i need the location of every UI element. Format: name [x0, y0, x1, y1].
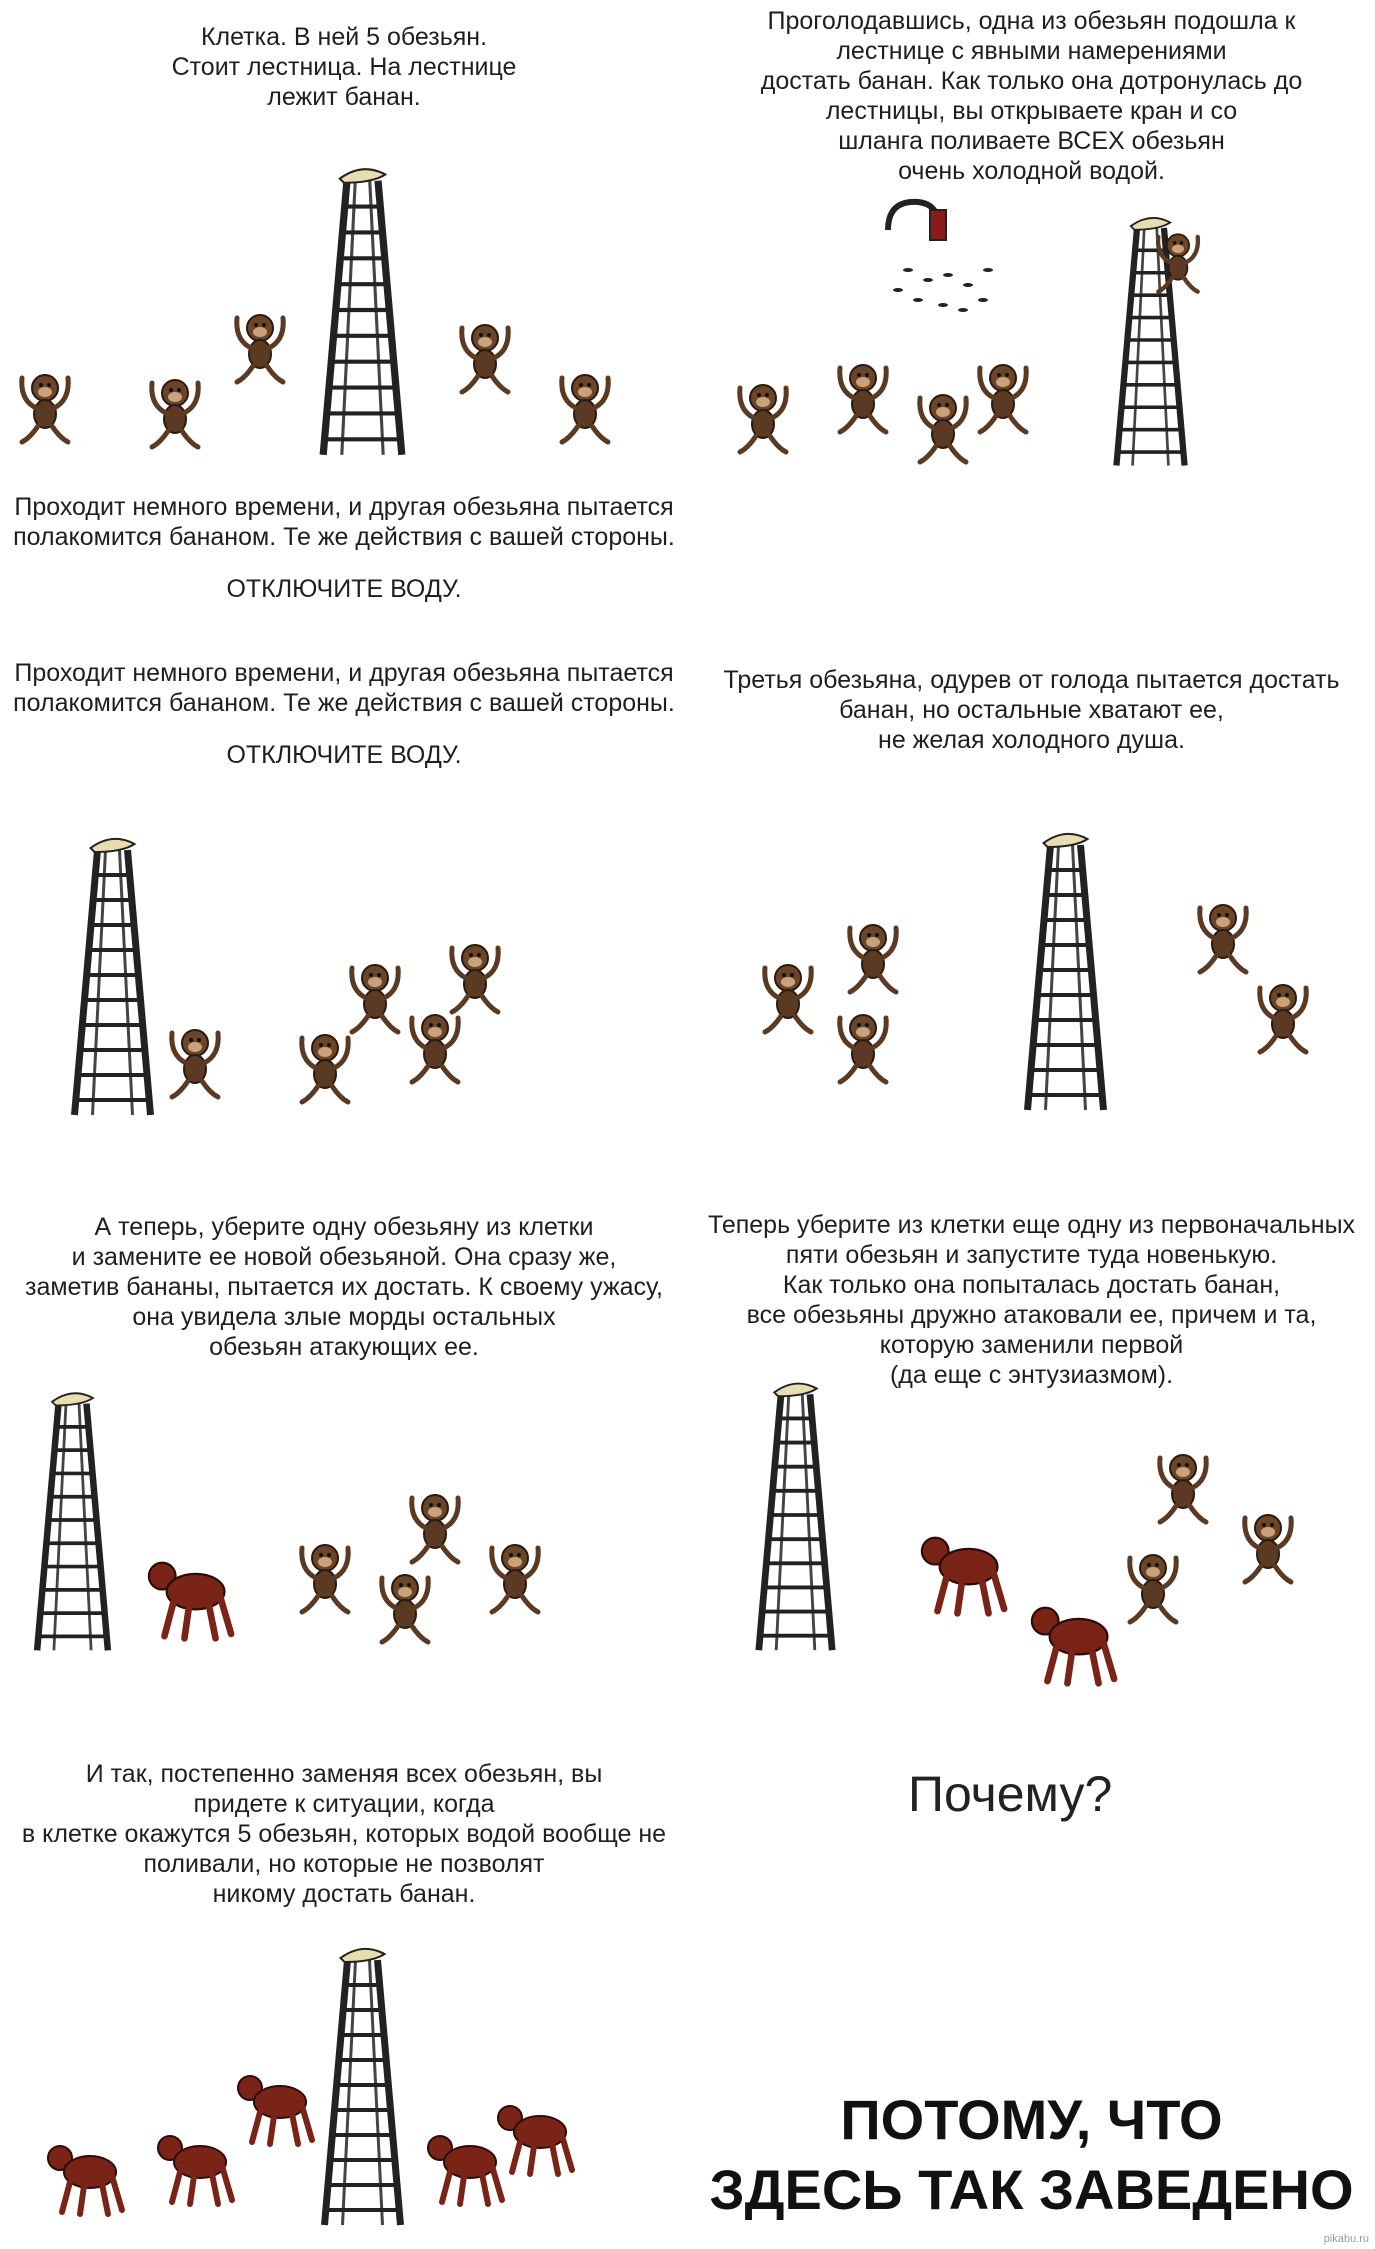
ladder-illustration [315, 1940, 410, 2230]
caption-line: поливали, но которые не позволят [143, 1850, 545, 1878]
monkey-illustration [1188, 890, 1258, 980]
ladder-illustration [65, 830, 160, 1120]
panel-6 [0, 1200, 688, 1700]
caption-line: все обезьяны дружно атаковали ее, причем и та, [746, 1301, 1317, 1329]
monkey-illustration [838, 910, 908, 1000]
caption-line: Стоит лестница. На лестнице [171, 53, 517, 81]
ladder-illustration [1018, 825, 1113, 1115]
caption-line: Проголодавшись, одна из обезьян подошла к [767, 7, 1296, 35]
caption-line: Третья обезьяна, одурев от голода пытается достать [723, 666, 1340, 694]
monkey-illustration [828, 1000, 898, 1090]
caption-line: она увидела злые морды остальных [132, 1303, 556, 1331]
panel-3-caption [0, 492, 688, 604]
panel-8 [0, 1745, 688, 2249]
caption-line: заметив бананы, пытается их достать. К своему ужасу, [25, 1273, 663, 1301]
caption-line: Клетка. В ней 5 обезьян. [200, 23, 488, 51]
panel-5 [688, 650, 1375, 1130]
ladder-illustration [315, 160, 410, 460]
monkey-illustration [140, 365, 210, 455]
caption-line: А теперь, уберите одну обезьяну из клетки [94, 1213, 594, 1241]
panel-4 [0, 650, 688, 1130]
red-monkey-illustration [490, 2085, 580, 2185]
caption-line: (да еще с энтузиазмом). [889, 1361, 1174, 1389]
panel-8-caption [0, 1759, 688, 1909]
monkey-illustration [728, 370, 798, 460]
red-monkey-illustration [230, 2055, 320, 2155]
caption-line: полакомится бананом. Те же действия с вашей стороны. [13, 523, 675, 551]
answer-text [688, 2085, 1375, 2225]
question-text: Почему? [908, 1766, 1113, 1822]
caption-line: Проходит немного времени, и другая обезьяна пытается [14, 659, 674, 687]
monkey-illustration [1148, 1440, 1218, 1530]
ladder-illustration [30, 1385, 115, 1655]
panel-2 [688, 0, 1375, 480]
monkey-illustration [290, 1530, 360, 1620]
caption-command: ОТКЛЮЧИТЕ ВОДУ. [226, 575, 462, 603]
panel-1-caption [0, 22, 688, 112]
panel-3 [0, 480, 688, 650]
monkey-illustration [10, 360, 80, 450]
red-monkey-illustration [913, 1520, 1013, 1620]
caption-line: шланга поливаете ВСЕХ обезьян [838, 127, 1225, 155]
caption-line: не желая холодного душа. [878, 726, 1185, 754]
caption-line: придете к ситуации, когда [193, 1790, 495, 1818]
hose-illustration [868, 190, 1018, 340]
monkey-illustration [1148, 220, 1208, 300]
panel-7 [688, 1200, 1375, 1700]
panel-4-caption [0, 658, 688, 770]
caption-line: которую заменили первой [879, 1331, 1184, 1359]
red-monkey-illustration [40, 2125, 130, 2225]
caption-line: И так, постепенно заменяя всех обезьян, вы [85, 1760, 603, 1788]
ladder-illustration [748, 1375, 843, 1655]
panel-7-caption [688, 1210, 1375, 1390]
monkey-illustration [225, 300, 295, 390]
caption-line: лестницы, вы открываете кран и со [825, 97, 1238, 125]
caption-line: и замените ее новой обезьяной. Она сразу же, [71, 1243, 617, 1271]
caption-line: очень холодной водой. [898, 157, 1165, 185]
red-monkey-illustration [150, 2115, 240, 2215]
monkey-illustration [968, 350, 1038, 440]
monkey-illustration [450, 310, 520, 400]
monkey-illustration [1118, 1540, 1188, 1630]
caption-line: обезьян атакующих ее. [209, 1333, 479, 1361]
caption-command: ОТКЛЮЧИТЕ ВОДУ. [226, 741, 462, 769]
monkey-illustration [550, 360, 620, 450]
red-monkey-illustration [140, 1545, 240, 1645]
monkey-illustration [1233, 1500, 1303, 1590]
caption-line: лежит банан. [267, 83, 421, 111]
answer-line: ЗДЕСЬ ТАК ЗАВЕДЕНО [709, 2158, 1354, 2221]
red-monkey-illustration [1023, 1590, 1123, 1690]
panel-6-caption [0, 1212, 688, 1362]
caption-line: пяти обезьян и запустите туда новенькую. [785, 1241, 1278, 1269]
monkey-illustration [370, 1560, 440, 1650]
answer-line: ПОТОМУ, ЧТО [840, 2088, 1223, 2151]
monkey-illustration [440, 930, 510, 1020]
caption-line: никому достать банан. [212, 1880, 476, 1908]
caption-line: банан, но остальные хватают ее, [839, 696, 1224, 724]
monkey-illustration [400, 1480, 470, 1570]
monkey-illustration [480, 1530, 550, 1620]
monkey-illustration [753, 950, 823, 1040]
monkey-illustration [828, 350, 898, 440]
caption-line: полакомится бананом. Те же действия с вашей стороны. [13, 689, 675, 717]
panel-2-caption [688, 6, 1375, 186]
panel-1 [0, 0, 688, 480]
panel-9 [688, 1745, 1375, 2249]
caption-line: Теперь уберите из клетки еще одну из первоначальных [707, 1211, 1356, 1239]
caption-line: лестнице с явными намерениями [836, 37, 1227, 65]
source-credit: pikabu.ru [1323, 2233, 1369, 2245]
monkey-illustration [1248, 970, 1318, 1060]
caption-line: достать банан. Как только она дотронулась до [760, 67, 1303, 95]
monkey-illustration [160, 1010, 230, 1110]
caption-line: Проходит немного времени, и другая обезьяна пытается [14, 493, 674, 521]
panel-5-caption [688, 665, 1375, 755]
caption-line: Как только она попыталась достать банан, [782, 1271, 1281, 1299]
caption-line: в клетке окажутся 5 обезьян, которых водой вообще не [21, 1820, 667, 1848]
